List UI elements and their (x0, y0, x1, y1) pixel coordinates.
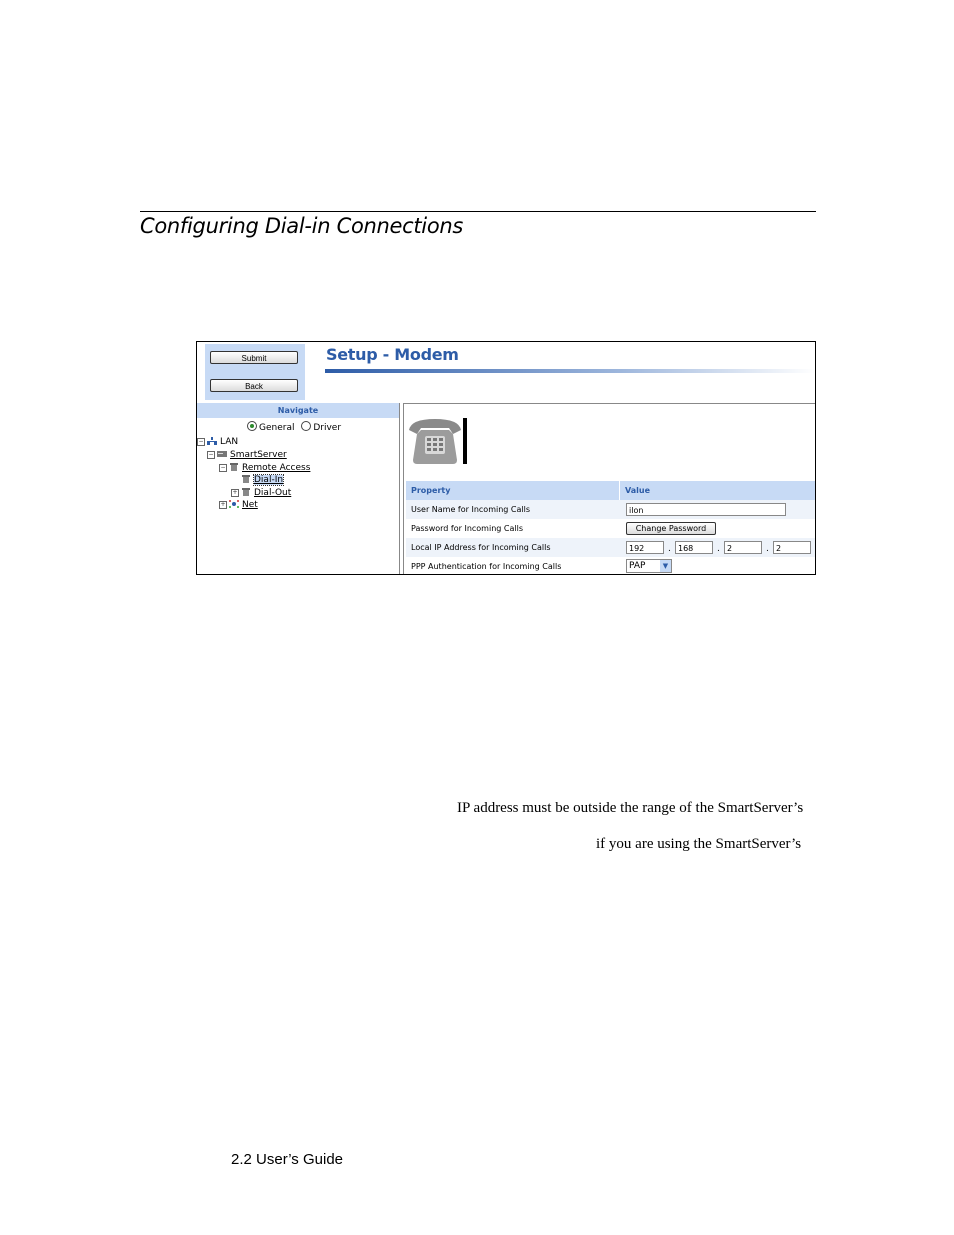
body-text-line: IP address must be outside the range of the SmartServer’s (457, 800, 804, 816)
property-label: PPP Authentication for Incoming Calls (411, 562, 562, 571)
ip-octet-2-input[interactable]: 168 (675, 541, 713, 554)
property-label: Password for Incoming Calls (411, 524, 523, 533)
network-node-icon (229, 500, 239, 508)
back-button[interactable]: Back (210, 379, 298, 392)
radio-general[interactable] (247, 421, 257, 431)
expand-icon[interactable]: + (232, 489, 238, 496)
collapse-icon[interactable]: − (220, 464, 226, 471)
table-header-row (406, 481, 816, 500)
heading-rule (140, 211, 816, 212)
chevron-down-icon[interactable]: ▼ (660, 560, 671, 572)
server-icon (217, 450, 227, 458)
table-row (406, 557, 816, 575)
telephone-icon (407, 416, 469, 466)
tree-item-remote-access[interactable] (219, 463, 310, 473)
ip-octet-3-input[interactable]: 2 (724, 541, 762, 554)
view-radio-group (247, 421, 341, 433)
column-divider (619, 481, 620, 500)
navigate-header: Navigate (197, 403, 399, 418)
column-header-value: Value (625, 486, 651, 495)
back-panel (205, 372, 305, 400)
table-row (406, 519, 816, 538)
page-footer: 2.2 User’s Guide (231, 1151, 344, 1168)
telephone-icon (241, 488, 251, 496)
title-underline (325, 369, 815, 373)
navigation-sidebar (197, 403, 400, 574)
body-text-line: if you are using the SmartServer’s (596, 836, 802, 852)
ip-separator: . (766, 544, 769, 554)
radio-driver[interactable] (301, 421, 311, 431)
collapse-icon[interactable]: − (198, 438, 204, 445)
telephone-icon (241, 475, 251, 483)
submit-panel (205, 344, 305, 372)
tree-label-net: Net (242, 500, 258, 510)
tree-item-lan[interactable] (197, 437, 238, 447)
submit-button[interactable]: Submit (210, 351, 298, 364)
tree-label-remote-access: Remote Access (242, 463, 311, 473)
tree-item-smartserver[interactable] (207, 450, 287, 460)
page-title: Setup - Modem (326, 345, 459, 364)
property-label: Local IP Address for Incoming Calls (411, 543, 551, 552)
change-password-button[interactable]: Change Password (626, 522, 716, 535)
ip-octet-1-input[interactable]: 192 (626, 541, 664, 554)
table-row (406, 500, 816, 519)
network-icon (207, 437, 217, 445)
tree-label-dial-in: Dial-In (254, 475, 284, 485)
property-label: User Name for Incoming Calls (411, 505, 530, 514)
radio-driver-label: Driver (313, 423, 342, 433)
tree-item-dial-in[interactable] (241, 475, 283, 485)
column-header-property: Property (411, 486, 451, 495)
tree-label-dial-out: Dial-Out (254, 488, 292, 498)
ppp-auth-selected: PAP (629, 561, 646, 571)
collapse-icon[interactable]: − (208, 451, 214, 458)
modem-properties-panel (403, 403, 816, 575)
section-heading: Configuring Dial-in Connections (140, 214, 464, 238)
modem-setup-screenshot (196, 341, 816, 575)
table-row (406, 538, 816, 557)
username-input[interactable]: ilon (626, 503, 786, 516)
ip-octet-4-input[interactable]: 2 (773, 541, 811, 554)
tree-item-net[interactable] (219, 500, 258, 510)
expand-icon[interactable]: + (220, 501, 226, 508)
ip-separator: . (668, 544, 671, 554)
telephone-icon (229, 463, 239, 471)
ppp-auth-select[interactable] (626, 559, 672, 573)
tree-label-smartserver: SmartServer (230, 450, 287, 460)
tree-label-lan: LAN (220, 437, 239, 447)
ip-separator: . (717, 544, 720, 554)
tree-item-dial-out[interactable] (231, 488, 291, 498)
radio-general-label: General (259, 423, 295, 433)
